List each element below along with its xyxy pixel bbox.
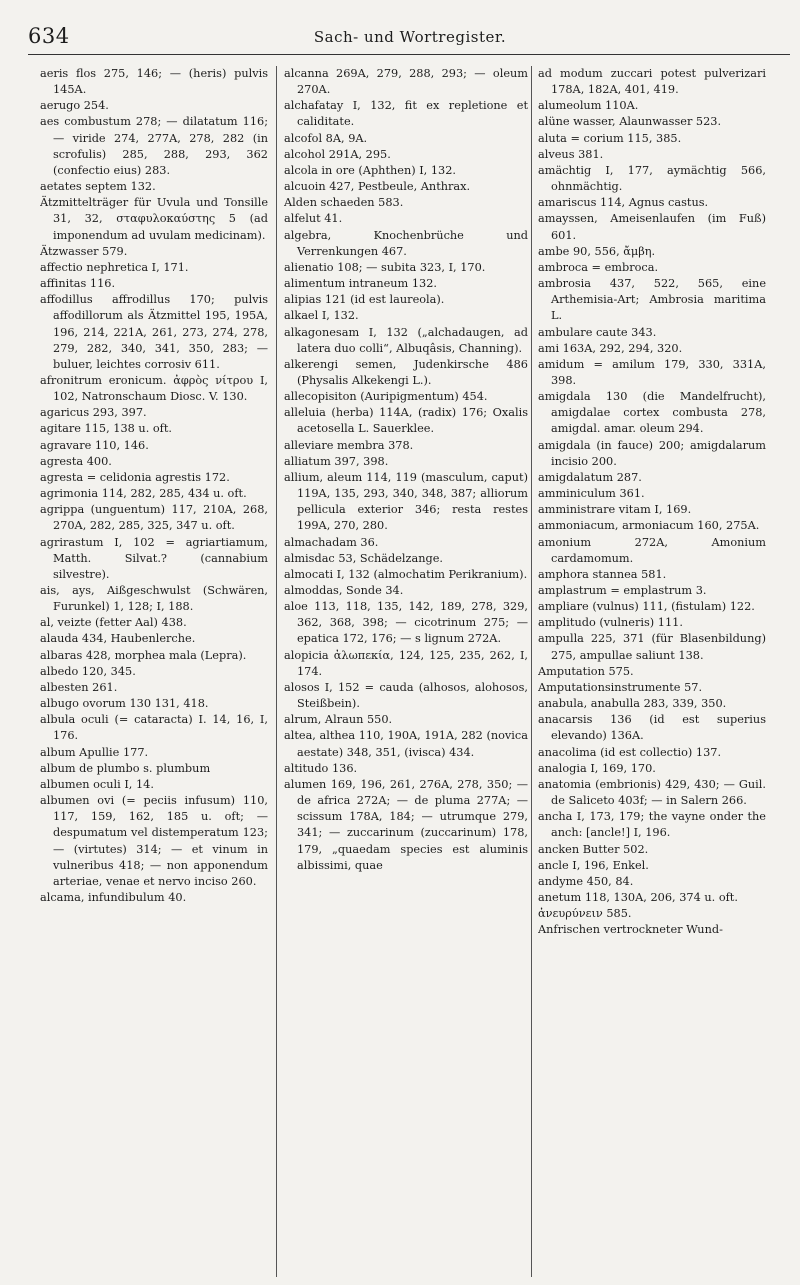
index-entry: alleluia (herba) 114A, (radix) 176; Oxalis acetosella L. Sauerklee. <box>284 406 528 436</box>
index-entry: Amputation 575. <box>538 664 634 678</box>
index-entry: alcola in ore (Aphthen) I, 132. <box>284 163 457 177</box>
index-entry: alüne wasser, Alaunwasser 523. <box>538 115 722 129</box>
index-entry: affodillus affrodillus 170; pulvis affodillorum als Ätzmittel 195, 195A, 196, 214, 221A, 261, 273, 274, 278, 279, 282, 340, 341, 350, 283; — buluer, leichtes corrosiv 611. <box>40 293 268 371</box>
index-entry: Alden schaeden 583. <box>284 196 404 210</box>
index-entry: Anfrischen vertrockneter Wund- <box>538 923 723 937</box>
index-entry: ad modum zuccari potest pulverizari 178A, 182A, 401, 419. <box>538 67 766 97</box>
index-entry: aes combustum 278; — dilatatum 116; — viride 274, 277A, 278, 282 (in scrofulis) 285, 288, 293, 362 (confectio eius) 283. <box>40 115 268 177</box>
index-entry: alkerengi semen, Judenkirsche 486 (Physalis Alkekengi L.). <box>284 357 528 387</box>
index-entry: almocati I, 132 (almochatim Perikranium). <box>284 567 528 581</box>
header-rule <box>28 54 790 55</box>
index-entry: ambrosia 437, 522, 565, eine Arthemisia-Art; Ambrosia maritima L. <box>538 277 766 323</box>
index-entry: alchafatay I, 132, fit ex repletione et caliditate. <box>284 99 528 129</box>
index-entry: alopicia ἀλωπεκία, 124, 125, 235, 262, I, 174. <box>284 648 528 678</box>
index-entry: amplastrum = emplastrum 3. <box>538 584 707 597</box>
index-entry: amminiculum 361. <box>538 487 645 501</box>
index-entry: aeris flos 275, 146; — (heris) pulvis 145A. <box>40 67 268 97</box>
index-entry: alliatum 397, 398. <box>284 454 389 468</box>
running-title: Sach- und Wortregister. <box>313 28 507 46</box>
index-entry: ancken Butter 502. <box>538 842 649 856</box>
index-entry: ammoniacum, armoniacum 160, 275A. <box>538 519 760 533</box>
index-entry: albumen ovi (= peciis infusum) 110, 117, 159, 162, 185 u. oft; — despumatum vel distemperatum 123; — (virtutes) 314; — et vinum in vulneribus 418; — non apponendum arteriae, venae et nervo inciso 260. <box>40 794 268 888</box>
index-entry: anacarsis 136 (id est superius elevando) 136A. <box>538 713 766 743</box>
index-entry: algebra, Knochenbrüche und Verrenkungen 467. <box>284 228 528 258</box>
index-entry: agrippa (unguentum) 117, 210A, 268, 270A, 282, 285, 325, 347 u. oft. <box>40 503 268 533</box>
index-entry: album Apullie 177. <box>40 745 149 759</box>
index-entry: ancha I, 173, 179; the vayne onder the anch: [ancle!] I, 196. <box>538 810 766 840</box>
index-entry: ἀνευρύνειν 585. <box>538 907 632 921</box>
index-column-2 <box>284 66 528 1277</box>
index-entry: amigdalatum 287. <box>538 470 642 484</box>
index-entry: alkagonesam I, 132 („alchadaugen, ad latera duo colli“, Albuqâsis, Channing). <box>284 325 528 355</box>
page-header <box>0 0 800 56</box>
index-entry: alumen 169, 196, 261, 276A, 278, 350; — de africa 272A; — de pluma 277A; — scissum 178A, 184; — utrumque 279, 341; — zuccarinum (zuccarinum) 178, 179, „quaedam species est aluminis albissimi, quae <box>284 777 528 872</box>
index-column-1 <box>40 66 268 1277</box>
index-entry: aloe 113, 118, 135, 142, 189, 278, 329, 362, 368, 398; — cicotrinum 275; — epatica 172, 176; — s lignum 272A. <box>284 600 528 646</box>
index-entry: alauda 434, Haubenlerche. <box>40 632 196 646</box>
index-entry: alkael I, 132. <box>284 309 359 323</box>
index-entry: alveus 381. <box>538 147 604 161</box>
index-entry: album de plumbo s. plumbum <box>40 761 211 775</box>
index-entry: albedo 120, 345. <box>40 664 136 678</box>
index-entry: almachadam 36. <box>284 535 379 549</box>
index-entry: analogia I, 169, 170. <box>538 761 656 775</box>
index-column-3 <box>538 66 766 1277</box>
index-entry: amariscus 114, Agnus castus. <box>538 196 709 210</box>
index-entry: affinitas 116. <box>40 277 116 291</box>
index-entry: alrum, Alraun 550. <box>284 713 393 727</box>
page-number: 634 <box>28 24 70 48</box>
index-entry: altitudo 136. <box>284 761 358 775</box>
index-entry: albumen oculi I, 14. <box>40 777 154 791</box>
index-entry: ampliare (vulnus) 111, (fistulam) 122. <box>538 600 755 614</box>
index-entry: affectio nephretica I, 171. <box>40 260 189 274</box>
index-entry: allium, aleum 114, 119 (masculum, caput) 119A, 135, 293, 340, 348, 387; alliorum pellicula exterior 346; resta restes 199A, 270, 280. <box>284 470 528 533</box>
index-entry: amächtig I, 177, aymächtig 566, ohnmächtig. <box>538 163 766 194</box>
index-entry: albesten 261. <box>40 680 118 694</box>
index-entry: albula oculi (= cataracta) I. 14, 16, I, 176. <box>40 713 268 743</box>
index-entry: alcanna 269A, 279, 288, 293; — oleum 270A. <box>284 67 528 97</box>
index-entry: ami 163A, 292, 294, 320. <box>538 341 683 355</box>
index-entry: amigdala 130 (die Mandelfrucht), amigdalae cortex combusta 278, amigdal. amar. oleum 294. <box>538 390 766 436</box>
index-entry: alipias 121 (id est laureola). <box>284 293 445 307</box>
index-entry: albugo ovorum 130 131, 418. <box>40 697 209 711</box>
index-entry: alcofol 8A, 9A. <box>284 131 368 145</box>
index-entry: anetum 118, 130A, 206, 374 u. oft. <box>538 890 738 904</box>
index-entry: agrimonia 114, 282, 285, 434 u. oft. <box>40 487 247 501</box>
index-entry: ancle I, 196, Enkel. <box>538 858 649 872</box>
index-entry: Ätzmittelträger für Uvula und Tonsille 31, 32, σταφυλοκαύστης 5 (ad imponendum ad uvulam medicinam). <box>40 196 268 242</box>
index-entry: andyme 450, 84. <box>538 874 634 888</box>
index-entry: agaricus 293, 397. <box>40 406 147 420</box>
index-entry: ais, ays, Aißgeschwulst (Schwären, Furunkel) 1, 128; I, 188. <box>40 584 268 614</box>
index-entry: agrirastum I, 102 = agriartiamum, Matth. Silvat.? (cannabium silvestre). <box>40 535 268 581</box>
index-entry: alumeolum 110A. <box>538 99 639 113</box>
index-entry: aluta = corium 115, 385. <box>538 131 682 145</box>
index-entry: Ätzwasser 579. <box>40 244 128 258</box>
index-entry: alimentum intraneum 132. <box>284 277 438 291</box>
column-divider <box>531 66 532 1277</box>
index-entry: anacolima (id est collectio) 137. <box>538 745 722 759</box>
index-entry: Amputationsinstrumente 57. <box>538 680 703 694</box>
index-entry: alleviare membra 378. <box>284 438 414 452</box>
index-entry: alcohol 291A, 295. <box>284 147 391 161</box>
index-entry: alcuoin 427, Pestbeule, Anthrax. <box>284 180 471 194</box>
index-entry: agravare 110, 146. <box>40 438 149 452</box>
index-entry: amministrare vitam I, 169. <box>538 503 692 517</box>
index-entry: amplitudo (vulneris) 111. <box>538 616 683 630</box>
index-entry: amigdala (in fauce) 200; amigdalarum incisio 200. <box>538 438 766 468</box>
index-entry: aetates septem 132. <box>40 180 156 194</box>
index-entry: alienatio 108; — subita 323, I, 170. <box>284 260 486 274</box>
index-entry: aerugo 254. <box>40 99 109 113</box>
index-entry: anabula, anabulla 283, 339, 350. <box>538 697 727 711</box>
index-entry: ambe 90, 556, ἄμβη. <box>538 244 656 258</box>
index-entry: almisdac 53, Schädelzange. <box>284 551 443 565</box>
index-entry: agresta 400. <box>40 454 112 468</box>
index-entry: altea, althea 110, 190A, 191A, 282 (novica aestate) 348, 351, (ivisca) 434. <box>284 729 528 759</box>
index-entry: amayssen, Ameisenlaufen (im Fuß) 601. <box>538 212 766 242</box>
index-entry: al, veizte (fetter Aal) 438. <box>40 616 187 630</box>
column-divider <box>276 66 277 1277</box>
index-entry: ambroca = embroca. <box>538 260 659 274</box>
index-entry: ambulare caute 343. <box>538 325 657 339</box>
index-entry: alcama, infundibulum 40. <box>40 890 187 904</box>
index-entry: albaras 428, morphea mala (Lepra). <box>40 648 247 662</box>
index-entry: anatomia (embrionis) 429, 430; — Guil. de Saliceto 403f; — in Salern 266. <box>538 777 766 808</box>
index-entry: allecopisiton (Auripigmentum) 454. <box>284 390 488 404</box>
index-entry: alfelut 41. <box>284 212 343 226</box>
index-entry: amonium 272A, Amonium cardamomum. <box>538 535 766 565</box>
index-entry: alosos I, 152 = cauda (alhosos, alohosos, Steißbein). <box>284 680 528 711</box>
index-entry: almoddas, Sonde 34. <box>284 584 404 597</box>
index-entry: ampulla 225, 371 (für Blasenbildung) 275, ampullae saliunt 138. <box>538 632 766 662</box>
index-entry: afronitrum eronicum. ἀφρὸς νίτρου I, 102, Natronschaum Diosc. V. 130. <box>40 373 268 404</box>
index-entry: agitare 115, 138 u. oft. <box>40 422 172 436</box>
index-entry: amphora stannea 581. <box>538 567 667 581</box>
index-entry: agresta = celidonia agrestis 172. <box>40 470 230 484</box>
index-entry: amidum = amilum 179, 330, 331A, 398. <box>538 357 766 387</box>
